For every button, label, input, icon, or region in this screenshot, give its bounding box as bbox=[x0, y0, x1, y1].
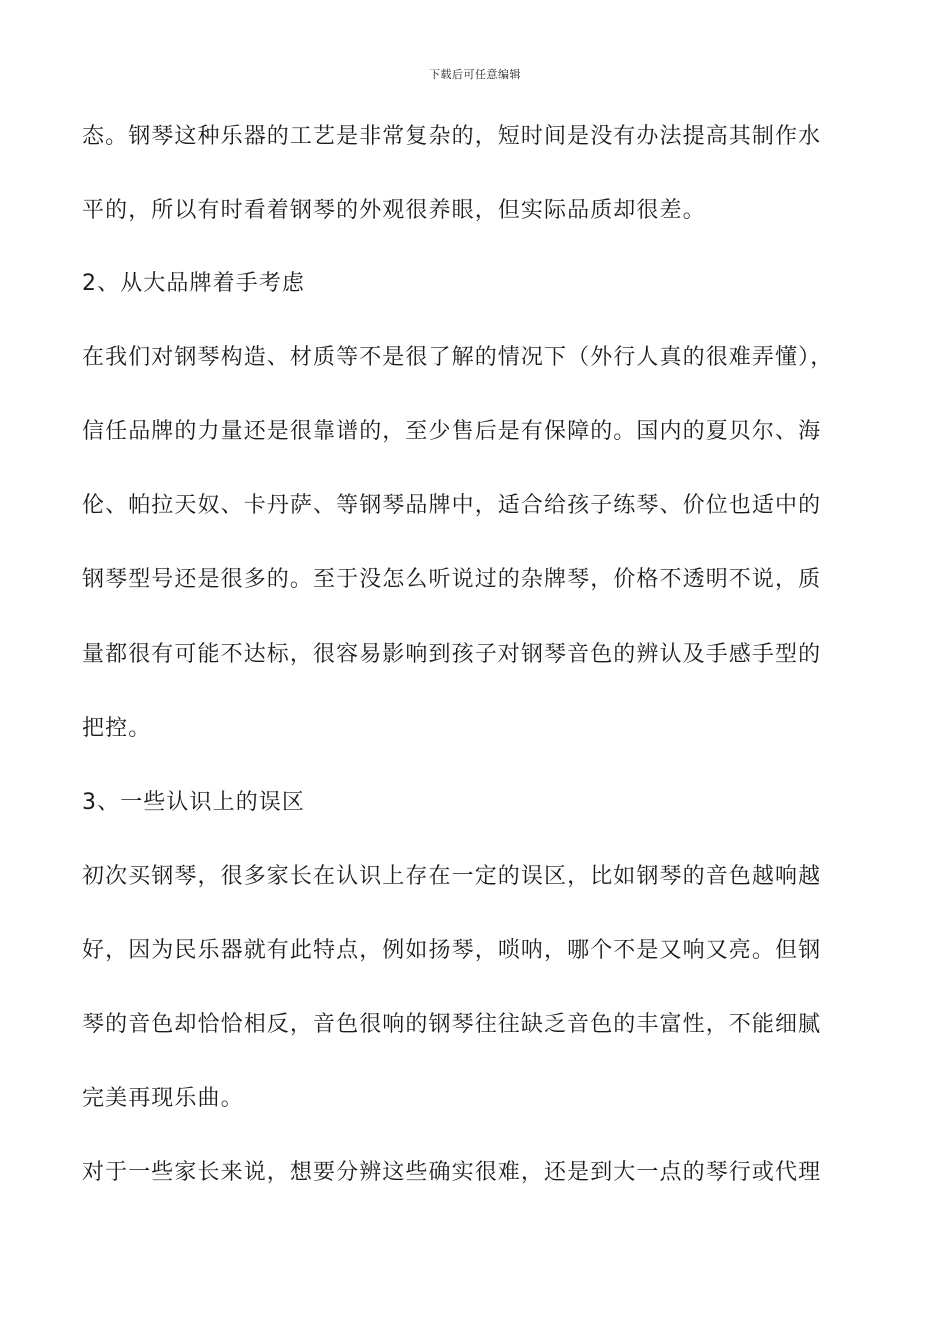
section-heading: 2、从大品牌着手考虑 bbox=[82, 271, 305, 296]
section-heading: 3、一些认识上的误区 bbox=[82, 790, 305, 815]
paragraph-line: 信任品牌的力量还是很靠谱的，至少售后是有保障的。国内的夏贝尔、海 bbox=[82, 419, 822, 444]
paragraph-line: 琴的音色却恰恰相反，音色很响的钢琴往往缺乏音色的丰富性，不能细腻 bbox=[82, 1012, 822, 1037]
paragraph-line: 把控。 bbox=[82, 716, 152, 741]
paragraph-line: 平的，所以有时看着钢琴的外观很养眼，但实际品质却很差。 bbox=[82, 198, 706, 223]
paragraph-line: 伦、帕拉天奴、卡丹萨、等钢琴品牌中，适合给孩子练琴、价位也适中的 bbox=[82, 493, 822, 518]
paragraph-line: 对于一些家长来说，想要分辨这些确实很难，还是到大一点的琴行或代理 bbox=[82, 1160, 822, 1185]
paragraph-line: 钢琴型号还是很多的。至于没怎么听说过的杂牌琴，价格不透明不说，质 bbox=[82, 567, 822, 592]
paragraph-line: 好，因为民乐器就有此特点，例如扬琴，唢呐，哪个不是又响又亮。但钢 bbox=[82, 938, 822, 963]
paragraph-line: 完美再现乐曲。 bbox=[82, 1086, 244, 1111]
paragraph-line: 初次买钢琴，很多家长在认识上存在一定的误区，比如钢琴的音色越响越 bbox=[82, 864, 822, 889]
paragraph-line: 在我们对钢琴构造、材质等不是很了解的情况下（外行人真的很难弄懂）， bbox=[82, 345, 834, 370]
paragraph-line: 量都很有可能不达标，很容易影响到孩子对钢琴音色的辨认及手感手型的 bbox=[82, 642, 822, 667]
header-note: 下载后可任意编辑 bbox=[429, 68, 521, 81]
paragraph-line: 态。钢琴这种乐器的工艺是非常复杂的，短时间是没有办法提高其制作水 bbox=[82, 124, 822, 149]
